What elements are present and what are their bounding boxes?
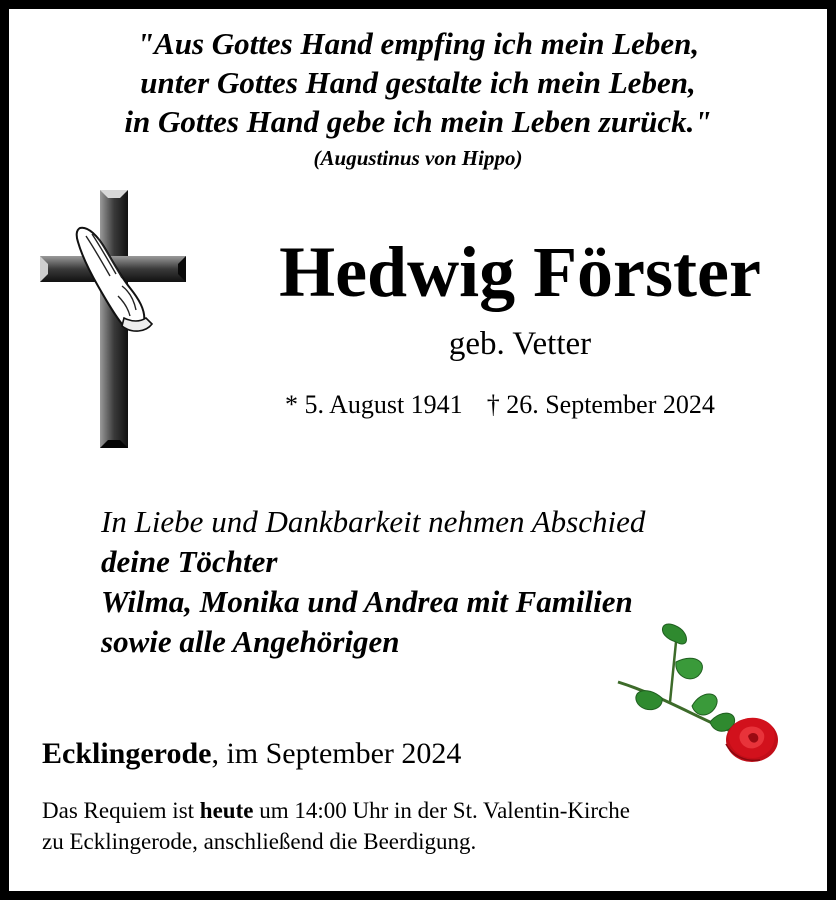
requiem-highlight: heute	[199, 798, 254, 823]
birth-date: * 5. August 1941	[285, 390, 463, 419]
mourners-block	[101, 502, 645, 662]
requiem-notice	[42, 795, 630, 857]
red-rose-icon	[610, 622, 800, 772]
place-and-date	[42, 737, 461, 771]
cross-with-praying-hands-icon	[40, 188, 186, 450]
place-town: Ecklingerode	[42, 737, 212, 770]
quote-line-2: unter Gottes Hand gestalte ich mein Leben,	[140, 65, 696, 100]
requiem-text-end: um 14:00 Uhr in der St. Valentin-Kirche	[253, 798, 630, 823]
mourners-relatives: sowie alle Angehörigen	[101, 624, 400, 659]
mourners-names: Wilma, Monika und Andrea mit Familien	[101, 584, 633, 619]
life-dates	[285, 390, 715, 420]
death-date: † 26. September 2024	[486, 390, 715, 419]
mourners-daughters: deine Töchter	[101, 544, 278, 579]
requiem-line-2: zu Ecklingerode, anschließend die Beerdigung.	[42, 829, 477, 854]
quote-line-1: "Aus Gottes Hand empfing ich mein Leben,	[136, 26, 700, 61]
quote-line-3: in Gottes Hand gebe ich mein Leben zurück."	[124, 104, 712, 139]
deceased-name: Hedwig Förster	[279, 232, 761, 312]
quote-author: (Augustinus von Hippo)	[313, 146, 523, 170]
requiem-text-start: Das Requiem ist	[42, 798, 200, 823]
mourners-intro: In Liebe und Dankbarkeit nehmen Abschied	[101, 504, 646, 539]
maiden-name: geb. Vetter	[448, 326, 592, 362]
requiem-line-1	[42, 795, 630, 826]
bible-quote	[0, 24, 836, 141]
place-date: , im September 2024	[211, 737, 462, 770]
